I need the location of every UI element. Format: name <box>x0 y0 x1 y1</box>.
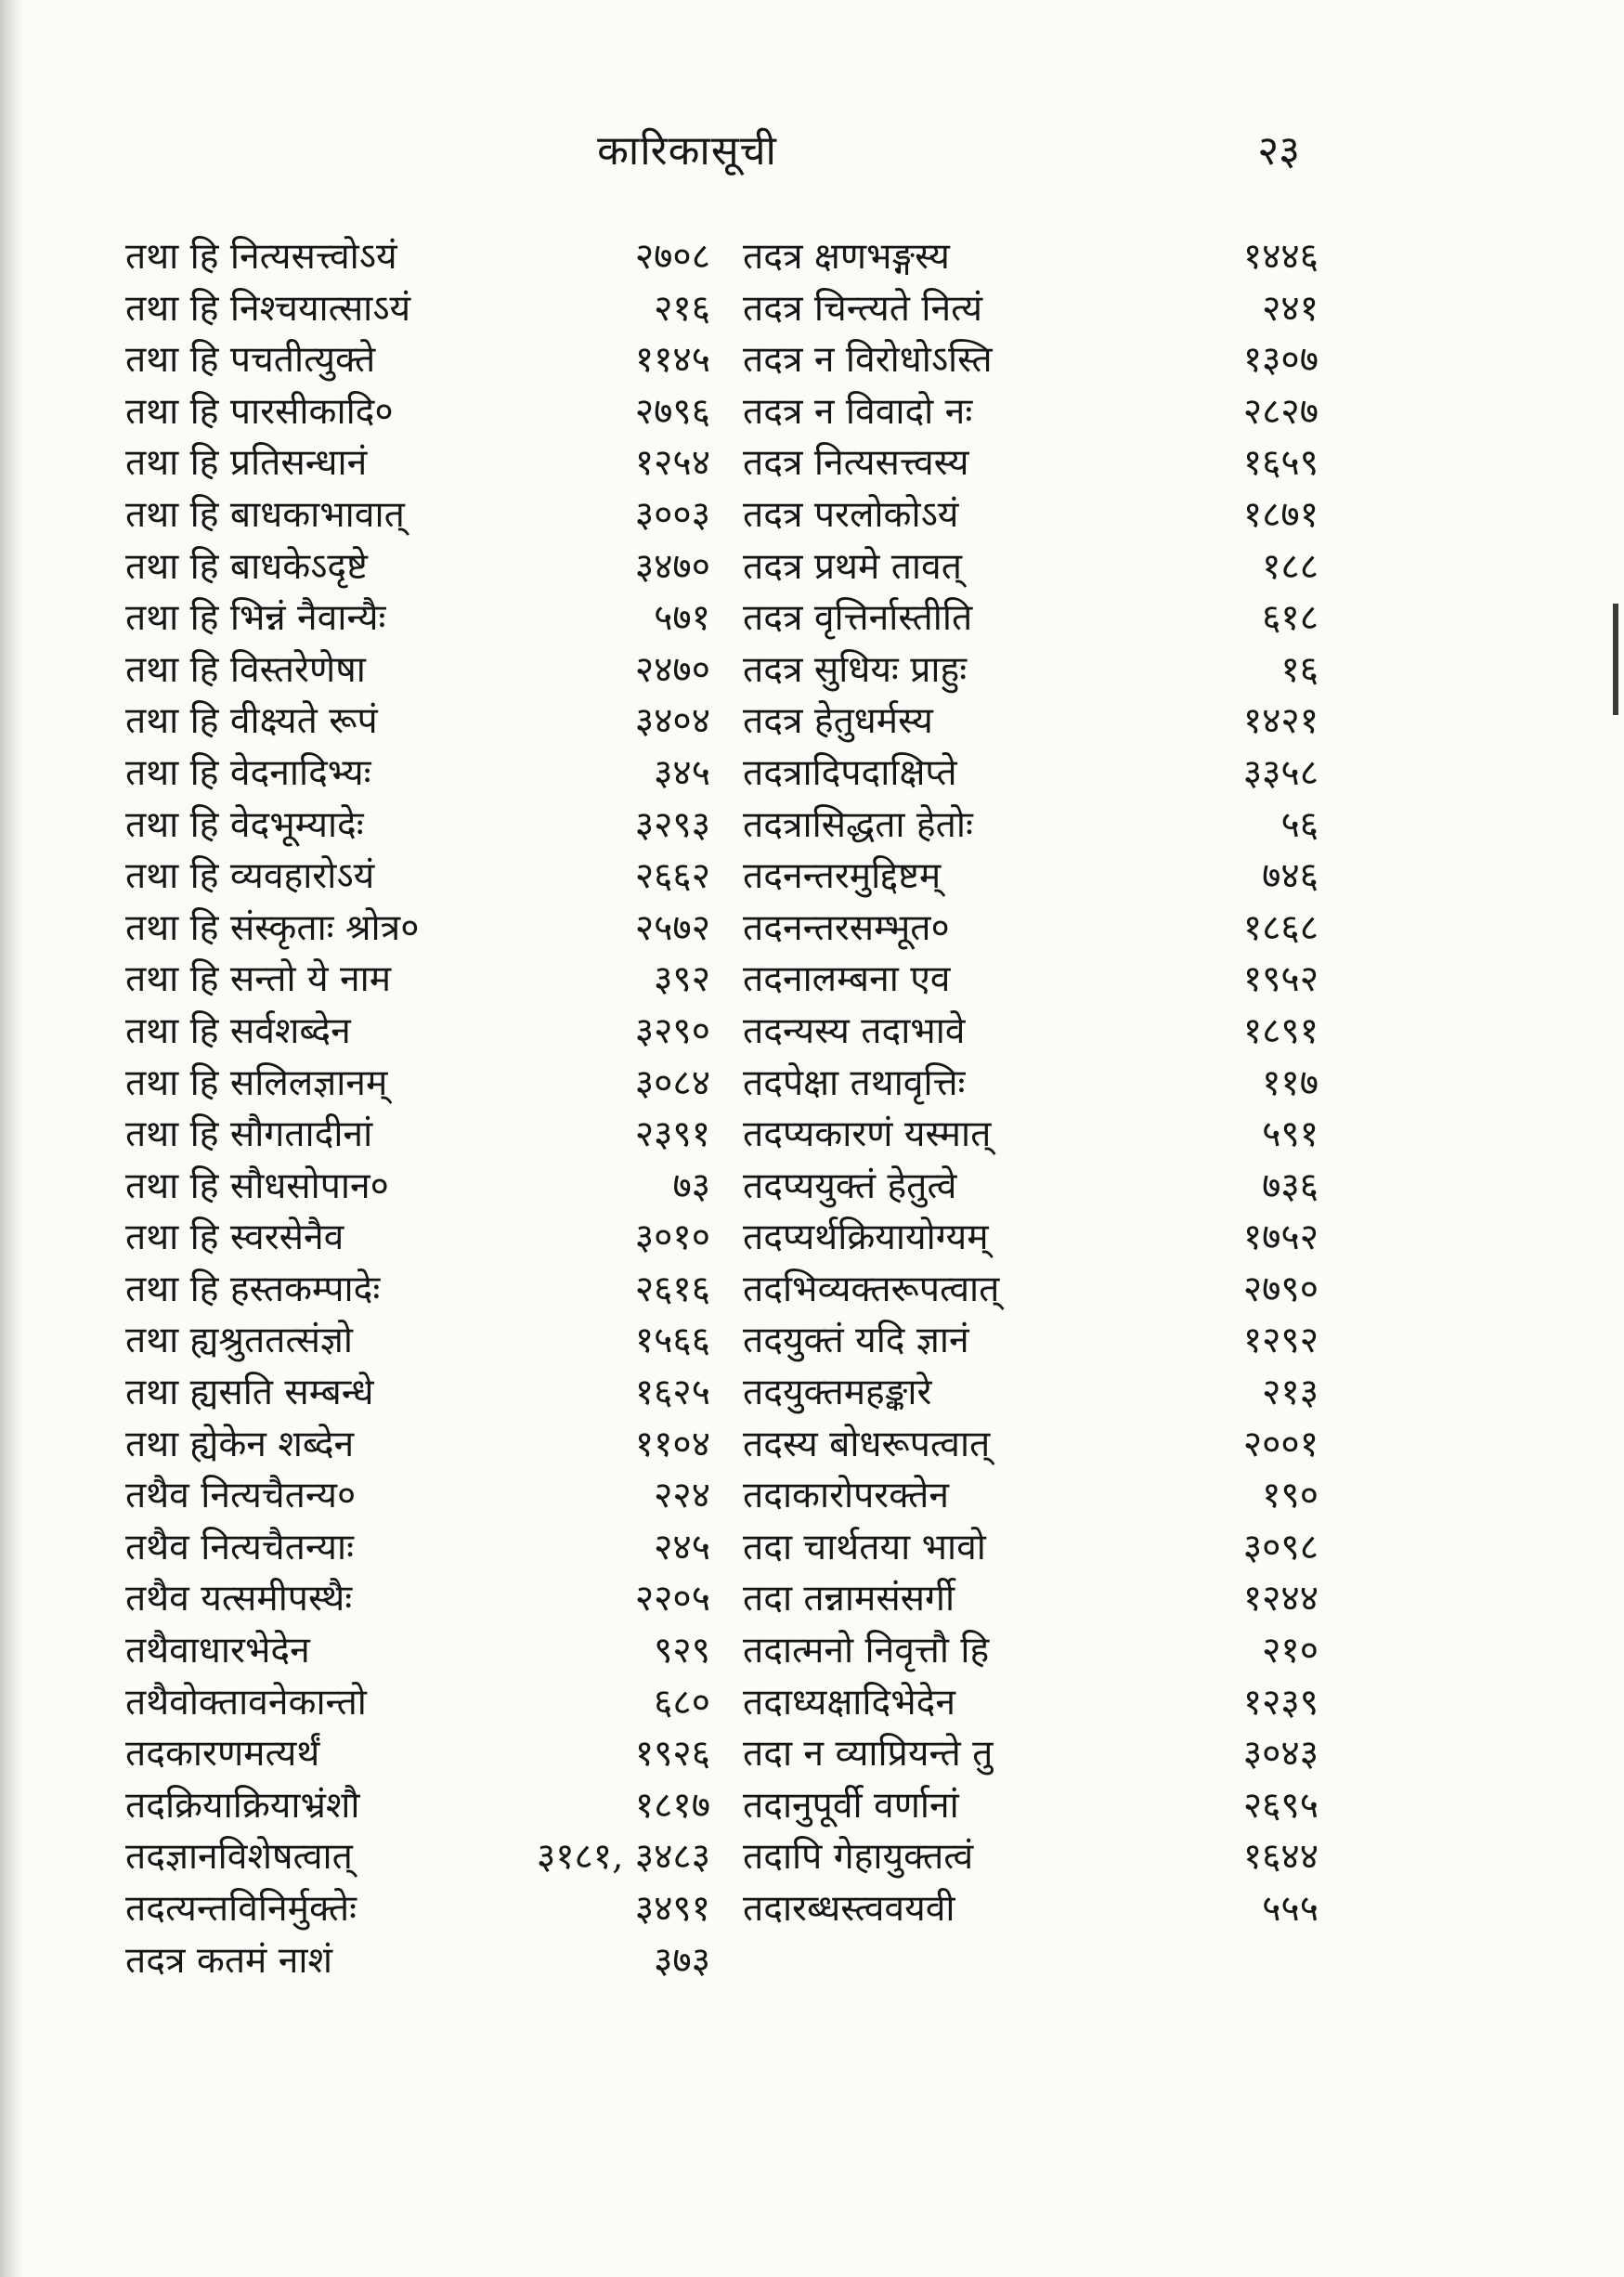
index-entry <box>743 1624 1319 1676</box>
entry-verse: तदयुक्तमहङ्कारे <box>743 1372 932 1414</box>
entry-reference-number: २६९५ <box>1242 1784 1319 1827</box>
entry-verse: तदत्र कतमं नाशं <box>125 1939 333 1982</box>
entry-verse: तदत्रासिद्धता हेतोः <box>743 803 973 846</box>
entry-verse: तदज्ञानविशेषत्वात् <box>125 1836 353 1879</box>
entry-reference-number: १५६६ <box>634 1320 710 1362</box>
entry-verse: तथा हि स्वरसेनैव <box>125 1217 344 1259</box>
entry-verse: तदप्यकारणं यस्मात् <box>743 1113 992 1156</box>
index-entry <box>125 747 710 799</box>
index-entry <box>125 1057 710 1109</box>
entry-verse: तथा हि निश्चयात्साऽयं <box>125 287 411 330</box>
entry-verse: तदत्र सुधियः प्राहुः <box>743 648 968 691</box>
entry-reference-number: ३७३ <box>654 1939 710 1982</box>
index-entry <box>125 230 710 282</box>
entry-reference-number: २६६२ <box>634 855 710 898</box>
entry-reference-number: ५९१ <box>1262 1113 1319 1156</box>
entry-reference-number: २१० <box>1262 1630 1319 1672</box>
index-entry <box>743 1418 1319 1470</box>
index-entry <box>125 1005 710 1057</box>
entry-reference-number: १९० <box>1262 1475 1319 1517</box>
index-entry <box>125 488 710 540</box>
index-entry <box>743 1521 1319 1573</box>
index-entry <box>125 1469 710 1521</box>
entry-reference-number: ३००३ <box>634 493 710 536</box>
entry-reference-number: ३९२ <box>654 958 710 1001</box>
entry-reference-number: ५६ <box>1280 803 1319 846</box>
entry-verse: तथा ह्यसति सम्बन्धे <box>125 1372 374 1414</box>
index-entry <box>125 333 710 385</box>
entry-verse: तथा हि संस्कृताः श्रोत्र० <box>125 906 420 949</box>
entry-verse: तदत्र वृत्तिर्नास्तीति <box>743 597 973 640</box>
index-entry <box>743 282 1319 334</box>
index-entry <box>125 436 710 488</box>
entry-verse: तदारब्धस्त्ववयवी <box>743 1888 955 1930</box>
index-entry <box>125 1676 710 1728</box>
entry-reference-number: ३४७० <box>634 545 710 588</box>
index-entry <box>125 1934 710 1986</box>
index-entry <box>125 1882 710 1934</box>
index-entry <box>743 592 1319 644</box>
entry-reference-number: ३४९१ <box>634 1888 710 1930</box>
entry-reference-number: ३४५ <box>654 751 710 794</box>
entry-verse: तदात्मनो निवृत्तौ हि <box>743 1630 990 1672</box>
entry-reference-number: १४२१ <box>1242 700 1319 743</box>
entry-reference-number: २४७० <box>634 648 710 691</box>
entry-reference-number: १२४४ <box>1242 1578 1319 1620</box>
index-entry <box>125 644 710 696</box>
entry-verse: तथैवोक्तावनेकान्तो <box>125 1681 367 1724</box>
index-entry <box>743 333 1319 385</box>
entry-reference-number: ३४०४ <box>634 700 710 743</box>
entry-verse: तदप्ययुक्तं हेतुत्वे <box>743 1165 957 1207</box>
entry-reference-number: ३०९८ <box>1242 1526 1319 1568</box>
entry-reference-number: २३९१ <box>634 1113 710 1156</box>
entry-verse: तथा हि पचतीत्युक्ते <box>125 339 376 382</box>
entry-reference-number: ३१८१, ३४८३ <box>536 1836 710 1879</box>
entry-verse: तथा हि हस्तकम्पादेः <box>125 1268 381 1310</box>
index-entry <box>125 1366 710 1418</box>
entry-verse: तदनन्तरमुद्दिष्टम् <box>743 855 942 898</box>
entry-reference-number: २८२७ <box>1242 390 1319 433</box>
entry-reference-number: २४१ <box>1262 287 1319 330</box>
entry-verse: तथा हि बाधकाभावात् <box>125 493 405 536</box>
entry-verse: तदयुक्तं यदि ज्ञानं <box>743 1320 969 1362</box>
index-entry <box>743 953 1319 1005</box>
entry-reference-number: १९२६ <box>634 1733 710 1776</box>
index-entry <box>743 695 1319 747</box>
entry-reference-number: १४४६ <box>1242 236 1319 278</box>
index-entry <box>743 1160 1319 1212</box>
index-entry <box>743 1727 1319 1779</box>
entry-reference-number: २२०५ <box>634 1578 710 1620</box>
index-entry <box>125 1211 710 1263</box>
entry-verse: तथा हि पारसीकादि० <box>125 390 394 433</box>
index-entry <box>743 1108 1319 1160</box>
page-title: कारिकासूची <box>597 127 777 175</box>
index-entry <box>743 644 1319 696</box>
entry-reference-number: ११०४ <box>634 1423 710 1465</box>
entry-reference-number: १८६८ <box>1242 906 1319 949</box>
index-entry <box>125 1727 710 1779</box>
entry-verse: तदन्यस्य तदाभावे <box>743 1009 966 1052</box>
entry-reference-number: १६४४ <box>1242 1836 1319 1879</box>
index-entry <box>743 1830 1319 1882</box>
entry-verse: तथा हि बाधकेऽदृष्टे <box>125 545 368 588</box>
entry-reference-number: ९२९ <box>654 1630 710 1672</box>
index-entry <box>743 902 1319 954</box>
entry-verse: तदत्र परलोकोऽयं <box>743 493 959 536</box>
entry-verse: तथा ह्येकेन शब्देन <box>125 1423 355 1465</box>
entry-verse: तथा हि भिन्नं नैवान्यैः <box>125 597 386 640</box>
entry-verse: तदस्य बोधरूपत्वात् <box>743 1423 991 1465</box>
index-entry <box>743 1263 1319 1315</box>
entry-verse: तथा हि वेदभूम्यादेः <box>125 803 364 846</box>
entry-verse: तदत्रादिपदाक्षिप्ते <box>743 751 957 794</box>
entry-verse: तथा हि सौधसोपान० <box>125 1165 389 1207</box>
entry-reference-number: ३२९३ <box>634 803 710 846</box>
index-entry <box>743 1572 1319 1624</box>
index-entry <box>743 385 1319 437</box>
index-entry <box>125 1314 710 1366</box>
index-entry <box>743 1366 1319 1418</box>
entry-reference-number: ७३ <box>672 1165 710 1207</box>
index-entry <box>125 1418 710 1470</box>
entry-verse: तदानुपूर्वी वर्णानां <box>743 1784 959 1827</box>
index-entry <box>743 850 1319 902</box>
entry-verse: तदनन्तरसम्भूत० <box>743 906 950 949</box>
scan-edge-mark <box>1613 604 1618 715</box>
index-entry <box>743 488 1319 540</box>
entry-reference-number: १७५२ <box>1242 1217 1319 1259</box>
index-entry <box>125 1779 710 1831</box>
entry-reference-number: २१३ <box>1262 1372 1319 1414</box>
entry-verse: तथा हि सलिलज्ञानम् <box>125 1061 388 1104</box>
entry-verse: तदत्र चिन्त्यते नित्यं <box>743 287 983 330</box>
entry-verse: तदत्र क्षणभङ्गस्य <box>743 236 950 278</box>
entry-reference-number: १६ <box>1280 648 1319 691</box>
entry-reference-number: १८९१ <box>1242 1009 1319 1052</box>
index-entry <box>125 902 710 954</box>
index-entry <box>125 799 710 851</box>
index-column-left <box>125 230 710 1985</box>
index-entry <box>743 1882 1319 1934</box>
entry-reference-number: १६५९ <box>1242 442 1319 485</box>
scanned-page-edge <box>0 0 24 2277</box>
entry-reference-number: १६२५ <box>634 1372 710 1414</box>
entry-reference-number: ५७१ <box>654 597 710 640</box>
entry-verse: तथा हि विस्तरेणेषा <box>125 648 366 691</box>
entry-reference-number: १२५४ <box>634 442 710 485</box>
entry-reference-number: ३०४३ <box>1242 1733 1319 1776</box>
entry-reference-number: १२९२ <box>1242 1320 1319 1362</box>
index-entry <box>125 282 710 334</box>
index-entry <box>743 1005 1319 1057</box>
index-entry <box>125 953 710 1005</box>
entry-reference-number: २००१ <box>1242 1423 1319 1465</box>
entry-verse: तदा तन्नामसंसर्गी <box>743 1578 955 1620</box>
index-entry <box>125 1624 710 1676</box>
entry-verse: तदत्र प्रथमे तावत् <box>743 545 962 588</box>
entry-reference-number: १९५२ <box>1242 958 1319 1001</box>
entry-reference-number: ३२९० <box>634 1009 710 1052</box>
index-entry <box>125 1263 710 1315</box>
index-entry <box>125 1830 710 1882</box>
index-entry <box>743 540 1319 592</box>
entry-reference-number: ६१८ <box>1262 597 1319 640</box>
index-entry <box>743 1211 1319 1263</box>
entry-reference-number: २७९६ <box>634 390 710 433</box>
index-entry <box>743 230 1319 282</box>
index-entry <box>743 1676 1319 1728</box>
entry-verse: तथैव यत्समीपस्थैः <box>125 1578 353 1620</box>
index-entry <box>125 592 710 644</box>
entry-verse: तथा हि व्यवहारोऽयं <box>125 855 375 898</box>
index-entry <box>743 747 1319 799</box>
index-entry <box>743 799 1319 851</box>
index-entry <box>125 1108 710 1160</box>
entry-reference-number: २२४ <box>654 1475 710 1517</box>
entry-verse: तथा ह्यश्रुततत्संज्ञो <box>125 1320 354 1362</box>
entry-reference-number: ७३६ <box>1262 1165 1319 1207</box>
entry-verse: तदा चार्थतया भावो <box>743 1526 986 1568</box>
entry-verse: तथैवाधारभेदेन <box>125 1630 310 1672</box>
entry-verse: तथैव नित्यचैतन्याः <box>125 1526 355 1568</box>
index-column-right <box>743 230 1319 1934</box>
entry-reference-number: १२३९ <box>1242 1681 1319 1724</box>
entry-reference-number: २१६ <box>654 287 710 330</box>
entry-verse: तदाध्यक्षादिभेदेन <box>743 1681 955 1724</box>
entry-verse: तथा हि प्रतिसन्धानं <box>125 442 368 485</box>
entry-reference-number: १८१७ <box>634 1784 710 1827</box>
entry-reference-number: ११४५ <box>634 339 710 382</box>
index-entry <box>125 540 710 592</box>
entry-verse: तदापि गेहायुक्तत्वं <box>743 1836 974 1879</box>
entry-reference-number: २६१६ <box>634 1268 710 1310</box>
entry-reference-number: ३०१० <box>634 1217 710 1259</box>
entry-reference-number: २५७२ <box>634 906 710 949</box>
entry-verse: तथा हि वीक्ष्यते रूपं <box>125 700 378 743</box>
index-entry <box>743 1469 1319 1521</box>
entry-reference-number: ७४६ <box>1262 855 1319 898</box>
entry-verse: तदपेक्षा तथावृत्तिः <box>743 1061 966 1104</box>
entry-verse: तथा हि वेदनादिभ्यः <box>125 751 371 794</box>
entry-reference-number: ३३५८ <box>1242 751 1319 794</box>
entry-verse: तदत्र न विवादो नः <box>743 390 973 433</box>
entry-verse: तथा हि सौगतादीनां <box>125 1113 373 1156</box>
entry-verse: तदाकारोपरक्तेन <box>743 1475 950 1517</box>
entry-verse: तथैव नित्यचैतन्य० <box>125 1475 357 1517</box>
entry-reference-number: १३०७ <box>1242 339 1319 382</box>
entry-verse: तथा हि सन्तो ये नाम <box>125 958 392 1001</box>
entry-reference-number: ११७ <box>1262 1061 1319 1104</box>
entry-verse: तदप्यर्थक्रियायोग्यम् <box>743 1217 989 1259</box>
entry-verse: तदनालम्बना एव <box>743 958 951 1001</box>
index-entry <box>125 385 710 437</box>
index-entry <box>125 850 710 902</box>
page-number: २३ <box>1257 127 1300 175</box>
entry-verse: तथा हि नित्यसत्त्वोऽयं <box>125 236 397 278</box>
entry-reference-number: १८७१ <box>1242 493 1319 536</box>
index-entry <box>743 1057 1319 1109</box>
entry-verse: तथा हि सर्वशब्देन <box>125 1009 351 1052</box>
index-entry <box>743 436 1319 488</box>
entry-verse: तदत्यन्तविनिर्मुक्तेः <box>125 1888 357 1930</box>
index-entry <box>743 1779 1319 1831</box>
entry-verse: तदत्र हेतुधर्मस्य <box>743 700 933 743</box>
entry-reference-number: १८८ <box>1262 545 1319 588</box>
entry-reference-number: २७०८ <box>634 236 710 278</box>
entry-verse: तदकारणमत्यर्थं <box>125 1733 320 1776</box>
index-entry <box>125 1572 710 1624</box>
entry-verse: तदक्रियाक्रियाभ्रंशौ <box>125 1784 360 1827</box>
index-entry <box>125 695 710 747</box>
entry-reference-number: ६८० <box>654 1681 710 1724</box>
entry-verse: तदत्र नित्यसत्त्वस्य <box>743 442 969 485</box>
index-entry <box>125 1521 710 1573</box>
entry-verse: तदत्र न विरोधोऽस्ति <box>743 339 993 382</box>
index-entry <box>743 1314 1319 1366</box>
entry-reference-number: २४५ <box>654 1526 710 1568</box>
entry-reference-number: ५५५ <box>1262 1888 1319 1930</box>
entry-verse: तदा न व्याप्रियन्ते तु <box>743 1733 994 1776</box>
entry-reference-number: ३०८४ <box>634 1061 710 1104</box>
entry-verse: तदभिव्यक्तरूपत्वात् <box>743 1268 1000 1310</box>
entry-reference-number: २७९० <box>1242 1268 1319 1310</box>
index-entry <box>125 1160 710 1212</box>
